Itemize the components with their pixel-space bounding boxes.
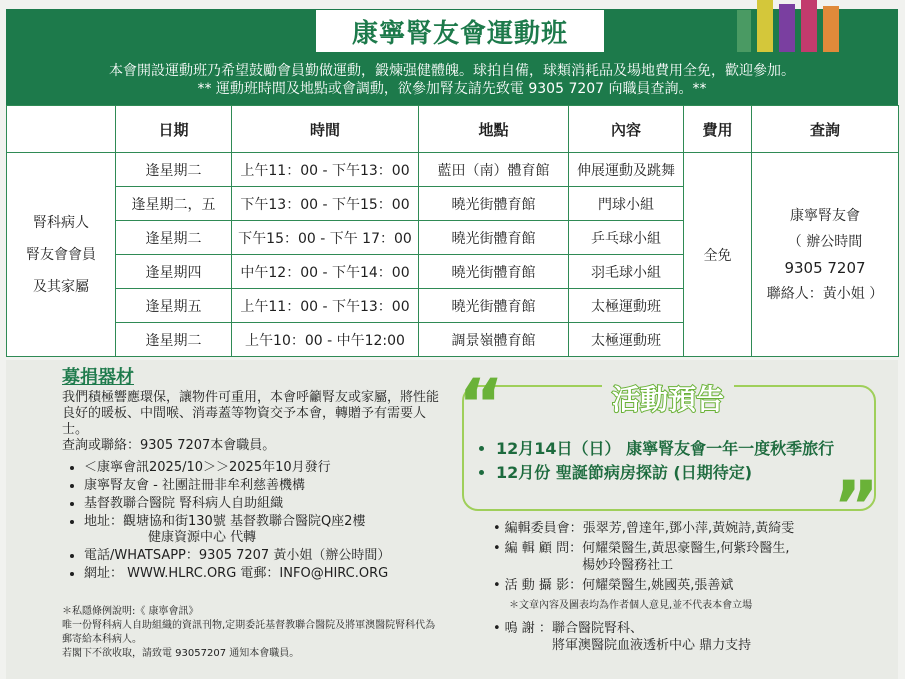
time-cell: 上午11：00 - 下午13：00 <box>232 153 419 187</box>
list-item: • 康寧腎友會 - 社團註冊非牟利慈善機構 <box>84 478 442 494</box>
donation-heading: 募捐器材 <box>62 367 134 388</box>
event-heading: 活動預告 <box>611 383 724 416</box>
page-title-box <box>316 10 604 52</box>
advisors-names <box>582 540 789 574</box>
editors-row: • 編輯委員會： 張翠芳,曾達年,鄧小萍,黃婉詩,黃綺雯 <box>493 521 795 536</box>
thanks-names <box>552 620 751 654</box>
photo-names: 何耀榮醫生,姚國英,張善斌 <box>582 578 734 593</box>
privacy-note <box>62 605 442 661</box>
table-row <box>7 153 899 187</box>
participant-line: 及其家屬 <box>33 278 89 295</box>
privacy-optout: 若閣下不欲收取，請致電 93057207 通知本會職員。 <box>62 648 300 659</box>
editors-label: 編輯委員會： <box>504 521 583 536</box>
thanks-label: 鳴 謝 ： <box>504 621 552 636</box>
date-cell: 逢星期二 <box>116 323 232 357</box>
list-item: • ＜康寧會訊2025/10＞＞2025年10月發行 <box>84 460 442 476</box>
list-item: • 網址： WWW.HLRC.ORG 電郵：INFO@HIRC.ORG <box>84 566 442 582</box>
place-cell: 曉光街體育館 <box>419 289 569 323</box>
page-title: 康寧腎友會運動班 <box>351 18 568 49</box>
header-fee: 費用 <box>684 106 752 153</box>
advisors-row: • 編 輯 顧 問： 何耀榮醫生,黃思豪醫生,何紫玲醫生, 楊妙玲醫務社工 <box>493 541 790 573</box>
time-cell: 中午12：00 - 下午14：00 <box>232 255 419 289</box>
content-cell: 乒乓球小組 <box>569 221 684 255</box>
event-item: • 12月14日（日） 康寧腎友會一年一度秋季旅行 <box>496 437 834 461</box>
event-item: • 12月份 聖誕節病房探訪 (日期待定) <box>496 461 834 485</box>
time-cell: 下午13：00 - 下午15：00 <box>232 187 419 221</box>
enquiry-line: 聯絡人：黃小姐 ） <box>766 285 884 302</box>
participant-line: 腎科病人 <box>33 214 89 231</box>
time-cell: 上午11：00 - 下午13：00 <box>232 289 419 323</box>
address-line: 地址：觀塘協和街130號 基督教聯合醫院Q座2樓 <box>84 514 366 529</box>
header-enquiry: 查詢 <box>752 106 899 153</box>
photo-row: • 活 動 攝 影： 何耀榮醫生,姚國英,張善斌 <box>493 578 734 593</box>
enquiry-phone: 9305 7207 <box>784 258 866 277</box>
content-cell: 門球小組 <box>569 187 684 221</box>
content-cell: 太極運動班 <box>569 289 684 323</box>
thanks-row: • 鳴 謝 ： 聯合醫院腎科、 將軍澳醫院血液透析中心 鼎力支持 <box>493 621 752 653</box>
schedule-table <box>6 105 899 357</box>
photo-label: 活 動 攝 影： <box>504 578 583 593</box>
time-cell: 上午10：00 - 中午12:00 <box>232 323 419 357</box>
enquiry-line: （ 辦公時間 <box>787 233 863 250</box>
date-cell: 逢星期二，五 <box>116 187 232 221</box>
content-cell: 伸展運動及跳舞 <box>569 153 684 187</box>
privacy-title: ＊私隱條例說明:《 康寧會訊》 <box>62 606 199 617</box>
list-item <box>84 514 442 546</box>
date-cell: 逢星期二 <box>116 153 232 187</box>
content-cell: 羽毛球小組 <box>569 255 684 289</box>
header-time: 時間 <box>232 106 419 153</box>
time-cell: 下午15：00 - 下午 17：00 <box>232 221 419 255</box>
place-cell: 曉光街體育館 <box>419 187 569 221</box>
header-date: 日期 <box>116 106 232 153</box>
place-cell: 曉光街體育館 <box>419 221 569 255</box>
editors-names: 張翠芳,曾達年,鄧小萍,黃婉詩,黃綺雯 <box>582 521 795 536</box>
thanks-line: 將軍澳醫院血液透析中心 鼎力支持 <box>551 638 752 653</box>
fee-cell: 全免 <box>684 153 752 357</box>
header-content: 內容 <box>569 106 684 153</box>
list-item: • 基督教聯合醫院 腎科病人自助組織 <box>84 496 442 512</box>
advisors-line: 何耀榮醫生,黃思豪醫生,何紫玲醫生, <box>582 541 790 556</box>
event-title-box <box>602 378 734 418</box>
intro-line-1: 本會開設運動班乃希望鼓勵會員勤做運動，鍛煉强健體魄。球拍自備，球類消耗品及場地費用全免，歡迎參加。 <box>109 63 795 79</box>
intro-line-2: ** 運動班時間及地點或會調動，欲參加腎友請先致電 9305 7207 向職員查詢。** <box>197 81 707 97</box>
intro-text <box>6 62 898 98</box>
place-cell: 曉光街體育館 <box>419 255 569 289</box>
enquiry-cell <box>752 153 899 357</box>
close-quote-icon: ” <box>833 466 880 548</box>
enquiry-line: 康寧腎友會 <box>790 207 860 224</box>
event-list <box>480 437 834 485</box>
privacy-text: 唯一份腎科病人自助組織的資訊刊物,定期委託基督教聯合醫院及將軍澳醫院腎科代為郵寄給本科病人。 <box>62 620 436 645</box>
donation-contact: 查詢或聯絡：9305 7207本會職員。 <box>62 438 276 453</box>
advisors-line: 楊妙玲醫務社工 <box>582 558 674 573</box>
participant-line: 腎友會會員 <box>26 246 96 263</box>
thanks-line: 聯合醫院腎科、 <box>551 621 643 636</box>
date-cell: 逢星期四 <box>116 255 232 289</box>
address-line-2: 健康資源中心 代轉 <box>148 530 257 545</box>
participants-cell <box>7 153 116 357</box>
content-cell: 太極運動班 <box>569 323 684 357</box>
place-cell: 調景嶺體育館 <box>419 323 569 357</box>
header-place: 地點 <box>419 106 569 153</box>
list-item: • 電話/WHATSAPP：9305 7207 黃小姐（辦公時間） <box>84 548 442 564</box>
advisors-label: 編 輯 顧 問： <box>504 541 583 556</box>
disclaimer: ＊文章內容及圖表均為作者個人意見,並不代表本會立場 <box>509 600 753 611</box>
info-list <box>62 460 442 582</box>
date-cell: 逢星期二 <box>116 221 232 255</box>
date-cell: 逢星期五 <box>116 289 232 323</box>
donation-section <box>62 367 442 584</box>
place-cell: 藍田（南）體育館 <box>419 153 569 187</box>
people-illustration <box>735 0 855 52</box>
open-quote-icon: “ <box>458 364 505 446</box>
table-header-row <box>7 106 899 153</box>
donation-body: 我們積極響應環保，讓物件可重用，本會呼籲腎友或家屬，將性能良好的暖板、中間喉、消毒蓋等物資交予本會，轉贈予有需要人士。 <box>62 390 440 437</box>
header-participants <box>7 106 116 153</box>
credits-section <box>493 520 893 657</box>
